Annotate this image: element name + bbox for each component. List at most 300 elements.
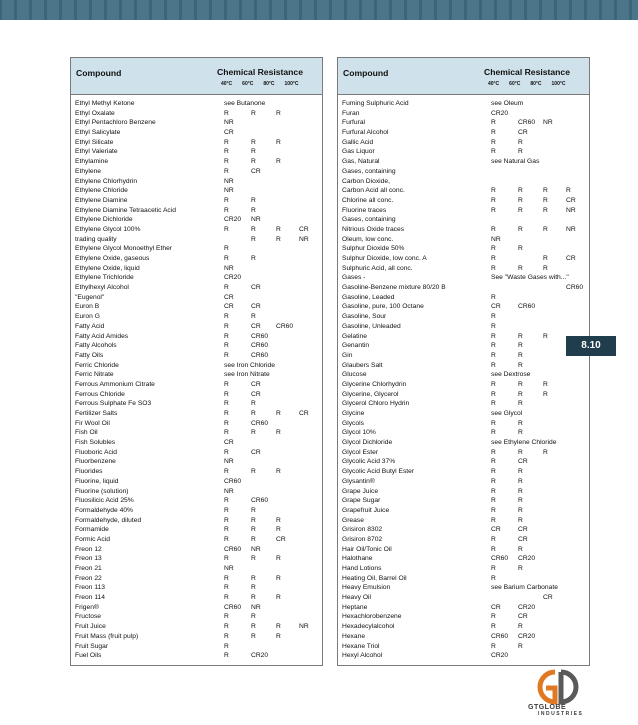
resistance-rating: R: [518, 477, 523, 485]
table-row: [71, 428, 322, 438]
table-row: [71, 147, 322, 157]
compound-name: Formamide: [75, 526, 109, 534]
resistance-rating: NR: [299, 623, 309, 631]
resistance-rating: R: [518, 419, 523, 427]
resistance-rating: CR: [251, 380, 261, 388]
resistance-rating: CR20: [251, 652, 269, 660]
resistance-rating: R: [518, 642, 523, 650]
compound-name: Fluorine traces: [342, 206, 387, 214]
table-row: [71, 574, 322, 584]
table-row: [71, 361, 322, 371]
resistance-rating: R: [224, 351, 229, 359]
header-tile: [407, 0, 419, 20]
table-row: [338, 370, 589, 380]
resistance-rating: R: [224, 652, 229, 660]
table-row: [338, 603, 589, 613]
table-row: [338, 428, 589, 438]
table-row: [338, 632, 589, 642]
compound-name: Ethylene: [75, 167, 102, 175]
cross-reference: see Iron Nitrate: [224, 371, 270, 379]
table-row: [338, 254, 589, 264]
resistance-rating: NR: [224, 264, 234, 272]
resistance-rating: R: [276, 632, 281, 640]
table-row: [71, 322, 322, 332]
resistance-table-left: [70, 57, 323, 666]
compound-name: Glycol Dichloride: [342, 439, 393, 447]
compound-name: Ethylene Oxide, gaseous: [75, 255, 150, 262]
resistance-rating: R: [251, 206, 256, 214]
resistance-rating: R: [224, 448, 229, 456]
chemical-resistance-title: Chemical Resistance: [484, 67, 570, 77]
table-row: [71, 448, 322, 458]
temp-header: 40°C: [488, 81, 500, 87]
compound-name: Ethylene Oxide, liquid: [75, 264, 140, 272]
resistance-rating: CR: [251, 322, 261, 330]
header-tile: [302, 0, 314, 20]
temp-header: 100°C: [284, 81, 299, 87]
table-row: [338, 438, 589, 448]
header-tile: [272, 0, 284, 20]
table-row: [71, 312, 322, 322]
resistance-rating: NR: [224, 487, 234, 495]
compound-name: Ethyl Methyl Ketone: [75, 100, 135, 107]
header-tile: [572, 0, 584, 20]
resistance-rating: R: [491, 293, 496, 301]
header-tile: [362, 0, 374, 20]
cross-reference: see Dextrose: [491, 371, 531, 379]
compound-name: Ethylene Chlorhydrin: [75, 177, 138, 185]
compound-name: Gas Liquor: [342, 148, 375, 156]
resistance-rating: NR: [224, 187, 234, 195]
resistance-rating: R: [491, 361, 496, 369]
resistance-rating: R: [491, 516, 496, 524]
compound-name: Heavy Emulsion: [342, 584, 391, 592]
resistance-rating: R: [491, 119, 496, 127]
resistance-rating: CR: [299, 410, 309, 417]
table-row: [338, 467, 589, 477]
resistance-rating: R: [491, 380, 496, 388]
resistance-rating: R: [543, 380, 548, 388]
table-row: [338, 235, 589, 245]
compound-name: Carbon Acid all conc.: [342, 187, 405, 195]
resistance-rating: NR: [251, 603, 261, 611]
resistance-rating: R: [251, 235, 256, 243]
table-row: [338, 264, 589, 274]
compound-name: Gas, Natural: [342, 158, 380, 166]
resistance-rating: R: [251, 255, 256, 262]
header-tile: [17, 0, 29, 20]
compound-name: Grisiron 8702: [342, 535, 383, 543]
table-row: [338, 506, 589, 516]
table-row: [71, 525, 322, 535]
resistance-rating: R: [251, 623, 256, 631]
table-row: [71, 293, 322, 303]
header-tile: [242, 0, 254, 20]
table-row: [71, 351, 322, 361]
table-row: [71, 302, 322, 312]
resistance-rating: R: [518, 264, 523, 272]
compound-name: Ethyl Pentachloro Benzene: [75, 119, 156, 127]
table-row: [338, 177, 589, 187]
table-row: [71, 118, 322, 128]
resistance-rating: R: [224, 429, 229, 437]
resistance-rating: CR60: [276, 322, 294, 330]
resistance-rating: R: [491, 468, 496, 476]
table-row: [338, 283, 589, 293]
table-row: [71, 535, 322, 545]
compound-name: Chlorine all conc.: [342, 196, 394, 204]
resistance-rating: CR: [491, 526, 501, 534]
resistance-rating: R: [518, 225, 523, 233]
compound-name: Ethylene Diamine: [75, 196, 128, 204]
resistance-rating: R: [224, 419, 229, 427]
resistance-rating: R: [518, 138, 523, 146]
header-tile: [257, 0, 269, 20]
resistance-rating: NR: [566, 225, 576, 233]
resistance-rating: R: [224, 410, 229, 417]
compound-name: Glysantin®: [342, 477, 375, 485]
compound-name: Ethylene Glycol 100%: [75, 225, 141, 233]
table-row: [71, 167, 322, 177]
header-tile: [182, 0, 194, 20]
resistance-rating: R: [224, 138, 229, 146]
compound-name: Gasoline, pure, 100 Octane: [342, 303, 424, 311]
table-row: [71, 603, 322, 613]
resistance-rating: R: [491, 400, 496, 408]
resistance-rating: R: [491, 623, 496, 631]
header-tile: [452, 0, 464, 20]
resistance-rating: NR: [299, 235, 309, 243]
resistance-rating: R: [224, 225, 229, 233]
compound-name: Grease: [342, 516, 364, 524]
table-row: [71, 642, 322, 652]
table-row: [71, 99, 322, 109]
compound-name: Glycolic Acid Butyl Ester: [342, 468, 415, 476]
compound-name: Freon 22: [75, 574, 102, 582]
resistance-rating: R: [276, 158, 281, 166]
table-row: [71, 138, 322, 148]
table-row: [71, 622, 322, 632]
table-row: [338, 196, 589, 206]
table-row: [71, 225, 322, 235]
table-row: [338, 186, 589, 196]
compound-name: Hair Oil/Tonic Oil: [342, 545, 392, 553]
compound-name: Ferrous Ammonium Citrate: [75, 380, 155, 388]
resistance-rating: R: [224, 526, 229, 534]
table-row: [71, 196, 322, 206]
table-row: [338, 409, 589, 419]
compound-name: Fruit Sugar: [75, 642, 109, 650]
compound-name: Fuel Oils: [75, 652, 102, 660]
resistance-rating: R: [518, 245, 523, 253]
compound-name: Ethylene Glycol Monoethyl Ether: [75, 245, 173, 253]
resistance-rating: R: [491, 313, 496, 321]
resistance-rating: R: [518, 148, 523, 156]
compound-name: Oleum, low conc.: [342, 235, 394, 243]
header-tile: [287, 0, 299, 20]
table-row: [338, 419, 589, 429]
resistance-rating: CR60: [251, 332, 269, 340]
table-row: [338, 99, 589, 109]
table-row: [338, 244, 589, 254]
header-tile: [632, 0, 638, 20]
resistance-rating: R: [543, 225, 548, 233]
resistance-rating: R: [491, 477, 496, 485]
resistance-rating: CR: [491, 303, 501, 311]
brand-wordmark: [528, 704, 583, 718]
table-row: [71, 612, 322, 622]
table-header: [71, 58, 322, 95]
compound-name: Hexadecylalcohol: [342, 623, 395, 631]
temperature-headers: [221, 81, 298, 87]
resistance-rating: CR: [251, 167, 261, 175]
resistance-rating: R: [543, 332, 548, 340]
table-row: [338, 322, 589, 332]
resistance-rating: R: [491, 206, 496, 214]
compound-name: Heavy Oil: [342, 594, 371, 602]
resistance-table-right: [337, 57, 590, 666]
compound-name: Glycerine Chlorhydrin: [342, 380, 407, 388]
header-tile: [122, 0, 134, 20]
resistance-rating: CR60: [251, 419, 269, 427]
table-row: [338, 312, 589, 322]
compound-name: Formaldehyde, diluted: [75, 516, 142, 524]
resistance-rating: R: [543, 255, 548, 262]
compound-name: Ethylamine: [75, 158, 109, 166]
compound-name: Hexachlorobenzene: [342, 613, 402, 621]
resistance-rating: R: [251, 506, 256, 514]
compound-name: Carbon Dioxide,: [342, 177, 390, 185]
compound-name: Ferric Chloride: [75, 361, 119, 369]
compound-name: Grape Sugar: [342, 497, 381, 505]
table-row: [71, 128, 322, 138]
table-row: [338, 545, 589, 555]
temp-header: 60°C: [509, 81, 521, 87]
compound-name: Gases, containing: [342, 216, 396, 224]
resistance-rating: R: [491, 225, 496, 233]
compound-name: Ethylene Dichloride: [75, 216, 133, 224]
header-tile: [92, 0, 104, 20]
resistance-rating: R: [224, 167, 229, 175]
resistance-rating: CR60: [251, 497, 269, 505]
compound-name: Furfural: [342, 119, 366, 127]
table-row: [71, 632, 322, 642]
compound-name: Genantin: [342, 342, 370, 350]
resistance-rating: R: [224, 342, 229, 350]
table-row: [338, 535, 589, 545]
resistance-rating: R: [518, 448, 523, 456]
header-tile: [332, 0, 344, 20]
compound-name: Gasoline-Benzene mixture 80/20 B: [342, 284, 446, 292]
table-row: [71, 457, 322, 467]
header-tile: [542, 0, 554, 20]
table-row: [338, 448, 589, 458]
resistance-rating: R: [518, 390, 523, 398]
compound-name: Glycerol Chloro Hydrin: [342, 400, 410, 408]
temp-header: 80°C: [530, 81, 542, 87]
table-rows: [338, 95, 589, 661]
compound-name: Fish Oil: [75, 429, 98, 437]
resistance-rating: R: [491, 187, 496, 195]
resistance-rating: R: [276, 623, 281, 631]
gtglobe-logo-icon: [531, 666, 591, 708]
compound-name: Ferric Nitrate: [75, 371, 114, 379]
resistance-rating: R: [276, 225, 281, 233]
resistance-rating: CR: [251, 390, 261, 398]
table-row: [71, 332, 322, 342]
resistance-rating: CR20: [518, 555, 536, 563]
resistance-rating: R: [491, 497, 496, 505]
header-tile: [77, 0, 89, 20]
resistance-rating: CR: [224, 129, 234, 137]
resistance-rating: R: [251, 313, 256, 321]
resistance-rating: R: [224, 322, 229, 330]
resistance-rating: R: [518, 361, 523, 369]
header-tile: [527, 0, 539, 20]
table-row: [338, 361, 589, 371]
resistance-rating: R: [251, 138, 256, 146]
table-row: [338, 525, 589, 535]
resistance-rating: R: [224, 390, 229, 398]
resistance-rating: R: [224, 380, 229, 388]
table-header: [338, 58, 589, 95]
table-row: [71, 583, 322, 593]
brand-subtitle: INDUSTRIES: [538, 711, 584, 717]
compound-name: Ethylene Trichloride: [75, 274, 134, 282]
resistance-rating: R: [491, 642, 496, 650]
resistance-rating: CR: [518, 458, 528, 466]
compound-name: Ethyl Silicate: [75, 138, 114, 146]
resistance-rating: R: [251, 109, 256, 117]
compound-name: Halothane: [342, 555, 373, 563]
compound-name: Ethylene Diamine Tetraacetic Acid: [75, 206, 176, 214]
resistance-rating: CR: [299, 225, 309, 233]
table-row: [71, 438, 322, 448]
resistance-rating: CR: [251, 284, 261, 292]
resistance-rating: R: [518, 351, 523, 359]
compound-name: Gin: [342, 351, 353, 359]
compound-name: Ethylhexyl Alcohol: [75, 284, 129, 292]
temp-header: 80°C: [263, 81, 275, 87]
table-row: [71, 651, 322, 661]
resistance-rating: R: [224, 555, 229, 563]
resistance-rating: R: [276, 516, 281, 524]
resistance-rating: R: [251, 613, 256, 621]
compound-name: Hand Lotions: [342, 565, 382, 572]
table-row: [338, 477, 589, 487]
compound-name: Formaldehyde 40%: [75, 506, 133, 514]
compound-name: Sulphuric Acid, all conc.: [342, 264, 413, 272]
resistance-rating: NR: [251, 545, 261, 553]
resistance-rating: R: [491, 138, 496, 146]
temp-header: 40°C: [221, 81, 233, 87]
compound-name: Glycolic Acid 37%: [342, 458, 396, 466]
resistance-rating: R: [543, 448, 548, 456]
resistance-rating: R: [224, 535, 229, 543]
header-tile: [2, 0, 14, 20]
resistance-rating: R: [491, 613, 496, 621]
table-row: [71, 177, 322, 187]
header-tile: [62, 0, 74, 20]
resistance-rating: R: [491, 332, 496, 340]
resistance-rating: R: [224, 148, 229, 156]
resistance-rating: R: [251, 158, 256, 166]
compound-name: Nitrious Oxide traces: [342, 225, 405, 233]
resistance-rating: R: [224, 284, 229, 292]
table-row: [71, 419, 322, 429]
table-row: [338, 351, 589, 361]
table-row: [338, 138, 589, 148]
resistance-rating: R: [543, 264, 548, 272]
resistance-rating: R: [251, 468, 256, 476]
cross-reference: see Iron Chloride: [224, 361, 275, 369]
cross-reference: see Natural Gas: [491, 158, 540, 166]
table-row: [71, 487, 322, 497]
compound-name: Ferrous Sulphate Fe SO3: [75, 400, 152, 408]
table-row: [71, 477, 322, 487]
resistance-rating: R: [566, 187, 571, 195]
cross-reference: see Barium Carbonate: [491, 584, 558, 592]
resistance-rating: CR: [518, 613, 528, 621]
header-tile: [227, 0, 239, 20]
resistance-rating: CR: [543, 594, 553, 602]
resistance-rating: R: [518, 497, 523, 505]
header-tile: [137, 0, 149, 20]
header-tile: [437, 0, 449, 20]
resistance-rating: R: [518, 429, 523, 437]
resistance-rating: R: [518, 468, 523, 476]
compound-name: Ferrous Chloride: [75, 390, 125, 398]
compound-name: Fish Solubles: [75, 439, 116, 447]
table-row: [338, 612, 589, 622]
compound-name: Fluorides: [75, 468, 103, 476]
resistance-rating: R: [518, 506, 523, 514]
resistance-rating: CR20: [491, 652, 509, 660]
resistance-rating: R: [276, 594, 281, 602]
table-row: [71, 554, 322, 564]
table-row: [338, 593, 589, 603]
table-row: [71, 264, 322, 274]
resistance-rating: R: [491, 322, 496, 330]
compound-name: Grisiron 8302: [342, 526, 383, 534]
header-tile: [107, 0, 119, 20]
resistance-rating: NR: [224, 565, 234, 572]
resistance-rating: R: [491, 429, 496, 437]
compound-name: Glaubers Salt: [342, 361, 383, 369]
resistance-rating: R: [276, 429, 281, 437]
resistance-rating: CR60: [251, 342, 269, 350]
compound-name: trading quality: [75, 235, 117, 243]
resistance-rating: R: [251, 148, 256, 156]
compound-name: "Eugenol": [75, 293, 105, 301]
resistance-rating: R: [251, 225, 256, 233]
header-tile: [392, 0, 404, 20]
compound-name: Fluorine, liquid: [75, 477, 119, 485]
table-row: [71, 186, 322, 196]
resistance-rating: R: [251, 400, 256, 408]
cross-reference: see Glycol: [491, 410, 523, 417]
resistance-rating: R: [518, 565, 523, 572]
resistance-rating: R: [224, 642, 229, 650]
resistance-rating: CR: [566, 255, 576, 262]
compound-name: Gasoline, Unleaded: [342, 322, 401, 330]
compound-name: Fructose: [75, 613, 102, 621]
resistance-rating: R: [224, 584, 229, 592]
resistance-rating: R: [224, 497, 229, 505]
resistance-rating: NR: [224, 458, 234, 466]
resistance-rating: R: [276, 526, 281, 534]
resistance-rating: NR: [566, 206, 576, 214]
